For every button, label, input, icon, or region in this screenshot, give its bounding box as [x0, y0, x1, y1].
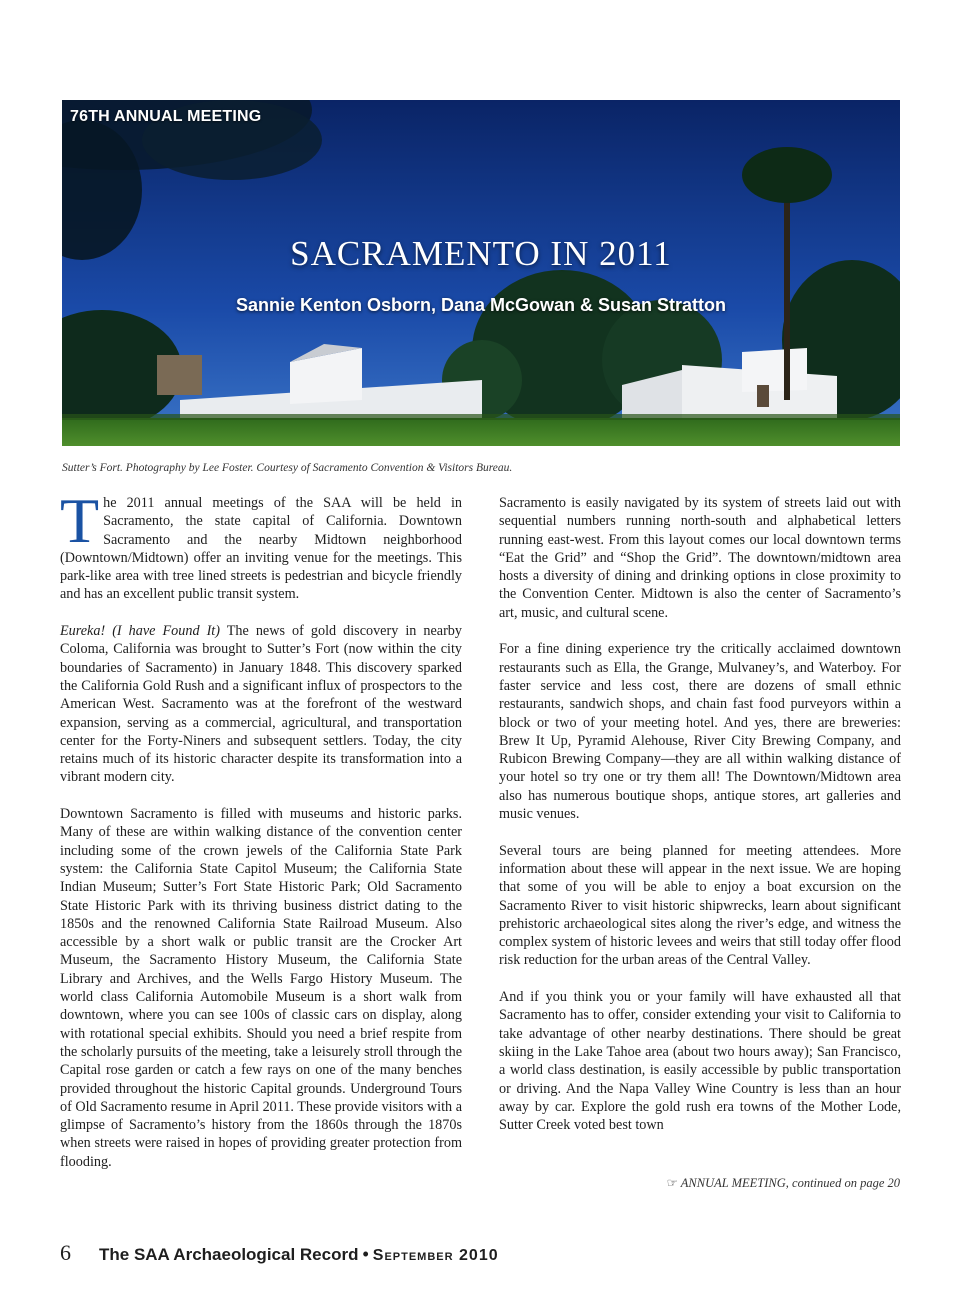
page-number: 6 [60, 1240, 71, 1265]
tours-paragraph: Several tours are being planned for meeting attendees. More information about these will appear in the next issue. We are hoping that some of you will be able to enjoy a boat excursion on the Sacramento River to visit historic shipwrecks, learn about significant prehistoric archaeological sites along the river’s edge, and witness the complex system of historic levees and weirs that still today offer flood risk reduction for the urban areas of the Central Valley. [499, 842, 901, 969]
streets-paragraph: Sacramento is easily navigated by its system of streets laid out with sequential numbers running north-south and alphabetical letters running east-west. From this layout comes our local downtown terms “Eat the Grid” and “Shop the Grid”. The downtown/midtown area hosts a diversity of dining and drinking options in close proximity to the Convention Center. Midtown is also the center of Sacramento’s art, music, and cultural scene. [499, 495, 901, 621]
article-title: SACRAMENTO IN 2011 [290, 234, 672, 273]
right-column [499, 494, 901, 1153]
continued-text: ANNUAL MEETING, continued on page 20 [680, 1176, 900, 1190]
banner-photo [62, 100, 900, 446]
page-footer [60, 1240, 499, 1266]
section-kicker: 76TH ANNUAL MEETING [70, 108, 262, 125]
issue-date: September 2010 [372, 1247, 499, 1264]
footer-bullet: • [362, 1244, 369, 1264]
dining-paragraph: For a fine dining experience try the critically acclaimed downtown restaurants such as Ella, the Grange, Mulvaney’s, and Waterboy. For faster service and less cost, there are dozens of small ethnic restaurants, sandwich shops, and chain fast food purveyors within a block or two of your meeting hotel. And yes, there are breweries: Brew It Up, Pyramid Alehouse, River City Brewing Company, and Rubicon Brewing Company—they are all within walking distance of your hotel so try one or try them all! The Downtown/Midtown area also has numerous boutique shops, antique stores, art galleries and music venues. [499, 641, 901, 823]
history-text: The news of gold discovery in nearby Coloma, California was brought to Sutter’s Fort (now within the city boundaries of Sacramento) in January 1848. This discovery sparked the California Gold Rush and a significant influx of prospectors to the American West. Sacramento was at the forefront of the westward expansion, serving as a commercial, agricultural, and transportation center for the Forty-Niners and subsequent settlers. Today, the city retains much of its historic character despite its transformation into a vibrant modern city. [60, 623, 462, 786]
pointing-hand-icon: ☞ [666, 1176, 678, 1190]
left-column [60, 485, 462, 1189]
museums-paragraph: Downtown Sacramento is filled with museums and historic parks. Many of these are within walking distance of the convention center including some of the crown jewels of the California State Park system: the California State Capitol Museum; the California State Indian Museum; Sutter’s Fort State Historic Park; Old Sacramento State Historic Park with its thriving business district dating to the 1850s and the renowned California State Railroad Museum. Also accessible by a short walk or public transit are the Crocker Art Museum, the Sacramento History Museum, the California State Library and Archives, and the Wells Fargo History Museum. The world class California Automobile Museum is a short walk from downtown, where you can see 100s of classic cars on display, along with rotational special exhibits. Should you need a brief respite from the scholarly pursuits of the meeting, take a leisurely stroll through the Capital rose garden or catch a few rays on one of the many benches provided throughout the historic Capital grounds. Underground Tours of Old Sacramento resume in April 2011. These provide visitors with a glimpse of Sacramento’s history from the 1860s through the 1870s when streets were raised in hopes of providing greater protection from flooding. [60, 806, 462, 1170]
history-paragraph [60, 622, 462, 787]
publication-name: The SAA Archaeological Record [99, 1245, 359, 1264]
article-authors: Sannie Kenton Osborn, Dana McGowan & Susan Stratton [235, 295, 727, 315]
continued-notice [667, 1175, 900, 1191]
intro-paragraph [60, 485, 462, 604]
drop-cap: T [60, 485, 100, 556]
paragraph-lead-in: Eureka! (I have Found It) [60, 623, 220, 640]
intro-text: he 2011 annual meetings of the SAA will be held in Sacramento, the state capital of California. Downtown Sacramento and the nearby Midtown neighborhood (Downtown/Midtown) offer an inviting venue for the meetings. This park-like area with tree lined streets is pedestrian and bicycle friendly and has an excellent public transit system. [60, 495, 462, 603]
nearby-destinations-paragraph: And if you think you or your family will have exhausted all that Sacramento has to offer, consider extending your visit to California to take advantage of other nearby destinations. There should be great skiing in the Lake Tahoe area (about two hours away); San Francisco, a world class destination, is easily accessible by public transportation or driving. And the Napa Valley Wine Country is less than an hour away by car. Explore the gold rush era towns of the Mother Lode, Sutter Creek voted best town [499, 989, 901, 1134]
photo-caption: Sutter’s Fort. Photography by Lee Foster. Courtesy of Sacramento Convention & Visitors Bureau. [62, 462, 513, 474]
